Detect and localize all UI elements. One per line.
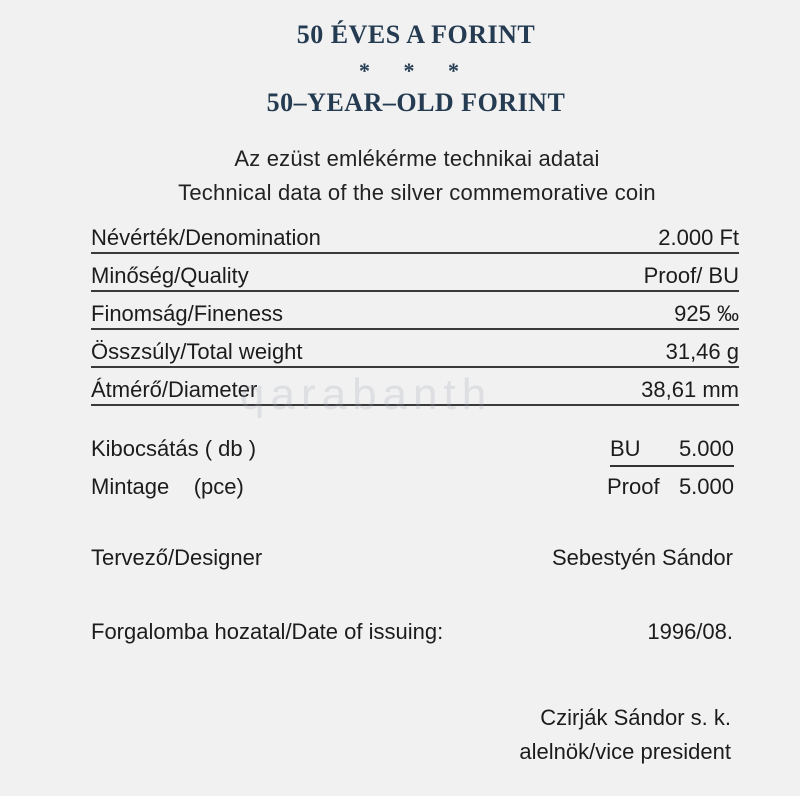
spec-value: 38,61 mm [641, 377, 739, 402]
mintage-bu-value: 5.000 [678, 436, 734, 461]
spec-row [91, 216, 739, 254]
subtitle-english: Technical data of the silver commemorative coin [178, 180, 656, 205]
spec-label: Minőség/Quality [91, 263, 249, 288]
designer-value: Sebestyén Sándor [551, 545, 733, 570]
issue-date-label: Forgalomba hozatal/Date of issuing: [91, 619, 444, 644]
spec-row [91, 292, 739, 330]
mintage-label-hungarian: Kibocsátás ( db ) [91, 436, 257, 461]
spec-label: Finomság/Fineness [91, 301, 283, 326]
title-english: 50–YEAR–OLD FORINT [266, 88, 566, 117]
signatory-name: Czirják Sándor s. k. [540, 705, 731, 730]
spec-value: 31,46 g [665, 339, 739, 364]
designer-label: Tervező/Designer [91, 545, 263, 570]
mintage-divider [610, 465, 734, 467]
spec-row [91, 330, 739, 368]
mintage-proof-label: Proof [607, 474, 660, 499]
spec-label: Átmérő/Diameter [91, 377, 258, 402]
title-hungarian: 50 ÉVES A FORINT [296, 20, 536, 49]
issue-date-value: 1996/08. [647, 619, 733, 644]
spec-value: 2.000 Ft [658, 225, 739, 250]
spec-value: Proof/ BU [643, 263, 739, 288]
spec-row [91, 368, 739, 406]
subtitle-hungarian: Az ezüst emlékérme technikai adatai [234, 146, 600, 171]
signatory-title: alelnök/vice president [519, 739, 731, 764]
watermark: qarabanth [240, 370, 493, 419]
spec-label: Összsúly/Total weight [91, 339, 303, 364]
mintage-label-english: Mintage (pce) [91, 474, 244, 499]
mintage-proof-value: 5.000 [678, 474, 734, 499]
title-stars: * * * [359, 58, 473, 83]
spec-label: Névérték/Denomination [91, 225, 321, 250]
spec-row [91, 254, 739, 292]
spec-value: 925 ‰ [674, 301, 739, 326]
mintage-bu-label: BU [610, 436, 641, 461]
spec-table [91, 216, 739, 406]
